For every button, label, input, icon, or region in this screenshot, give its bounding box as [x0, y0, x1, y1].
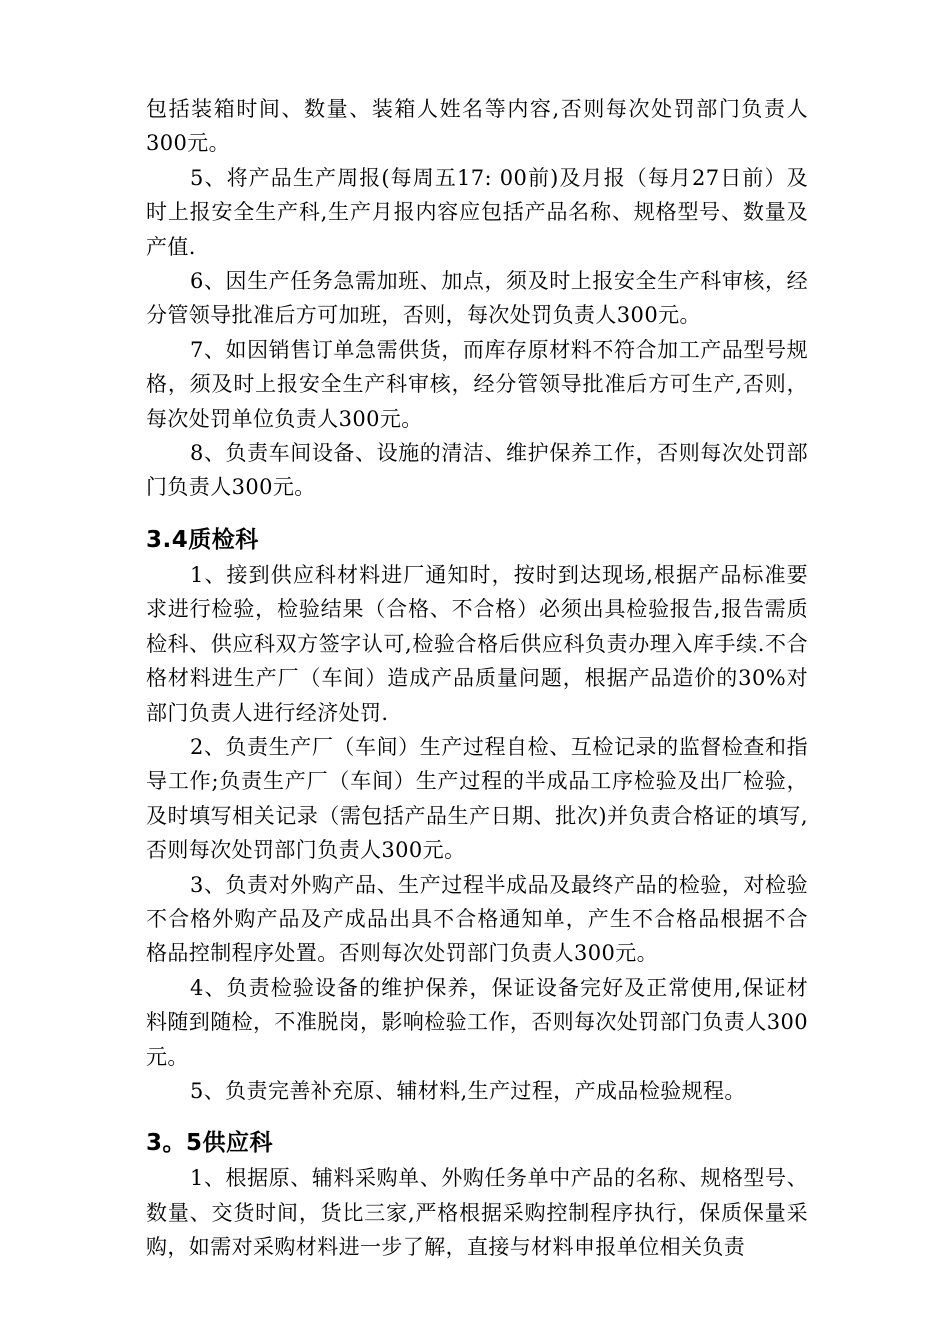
document-body — [146, 92, 808, 1265]
quality-paragraph-2: 2、负责生产厂（车间）生产过程自检、互检记录的监督检查和指导工作;负责生产厂（车间）生产过程的半成品工序检验及出厂检验，及时填写相关记录（需包括产品生产日期、批次)并负责合格证的填写,否则每次处罚部门负责人300元。 — [146, 734, 808, 863]
quality-paragraph-5: 5、负责完善补充原、辅材料,生产过程，产成品检验规程。 — [190, 1078, 746, 1103]
supply-paragraph-1: 1、根据原、辅料采购单、外购任务单中产品的名称、规格型号、数量、交货时间，货比三家,严格根据采购控制程序执行，保质保量采购，如需对采购材料进一步了解，直接与材料申报单位相关负责 — [146, 1166, 808, 1260]
section-heading-supply: 3。5供应科 — [146, 1130, 274, 1157]
paragraph-item-7: 7、如因销售订单急需供货，而库存原材料不符合加工产品型号规格，须及时上报安全生产科审核，经分管领导批准后方可生产,否则，每次处罚单位负责人300元。 — [146, 337, 808, 431]
paragraph-item-8: 8、负责车间设备、设施的清洁、维护保养工作，否则每次处罚部门负责人300元。 — [146, 441, 808, 500]
paragraph-item-6: 6、因生产任务急需加班、加点，须及时上报安全生产科审核，经分管领导批准后方可加班，否则，每次处罚负责人300元。 — [146, 269, 808, 328]
quality-paragraph-1: 1、接到供应科材料进厂通知时，按时到达现场,根据产品标准要求进行检验，检验结果（合格、不合格）必须出具检验报告,报告需质检科、供应科双方签字认可,检验合格后供应科负责办理入库手续.不合格材料进生产厂（车间）造成产品质量问题，根据产品造价的30%对部门负责人进行经济处罚. — [146, 562, 808, 725]
section-heading-quality-inspection: 3.4质检科 — [146, 526, 259, 553]
quality-paragraph-4: 4、负责检验设备的维护保养，保证设备完好及正常使用,保证材料随到随检，不准脱岗，影响检验工作，否则每次处罚部门负责人300元。 — [146, 975, 808, 1069]
paragraph-continued: 包括装箱时间、数量、装箱人姓名等内容,否则每次处罚部门负责人300元。 — [146, 97, 808, 156]
paragraph-item-5: 5、将产品生产周报(每周五17: 00前)及月报（每月27日前）及时上报安全生产科,生产月报内容应包括产品名称、规格型号、数量及产值. — [146, 165, 808, 259]
quality-paragraph-3: 3、负责对外购产品、生产过程半成品及最终产品的检验，对检验不合格外购产品及产成品出具不合格通知单，产生不合格品根据不合格品控制程序处置。否则每次处罚部门负责人300元。 — [146, 872, 808, 966]
